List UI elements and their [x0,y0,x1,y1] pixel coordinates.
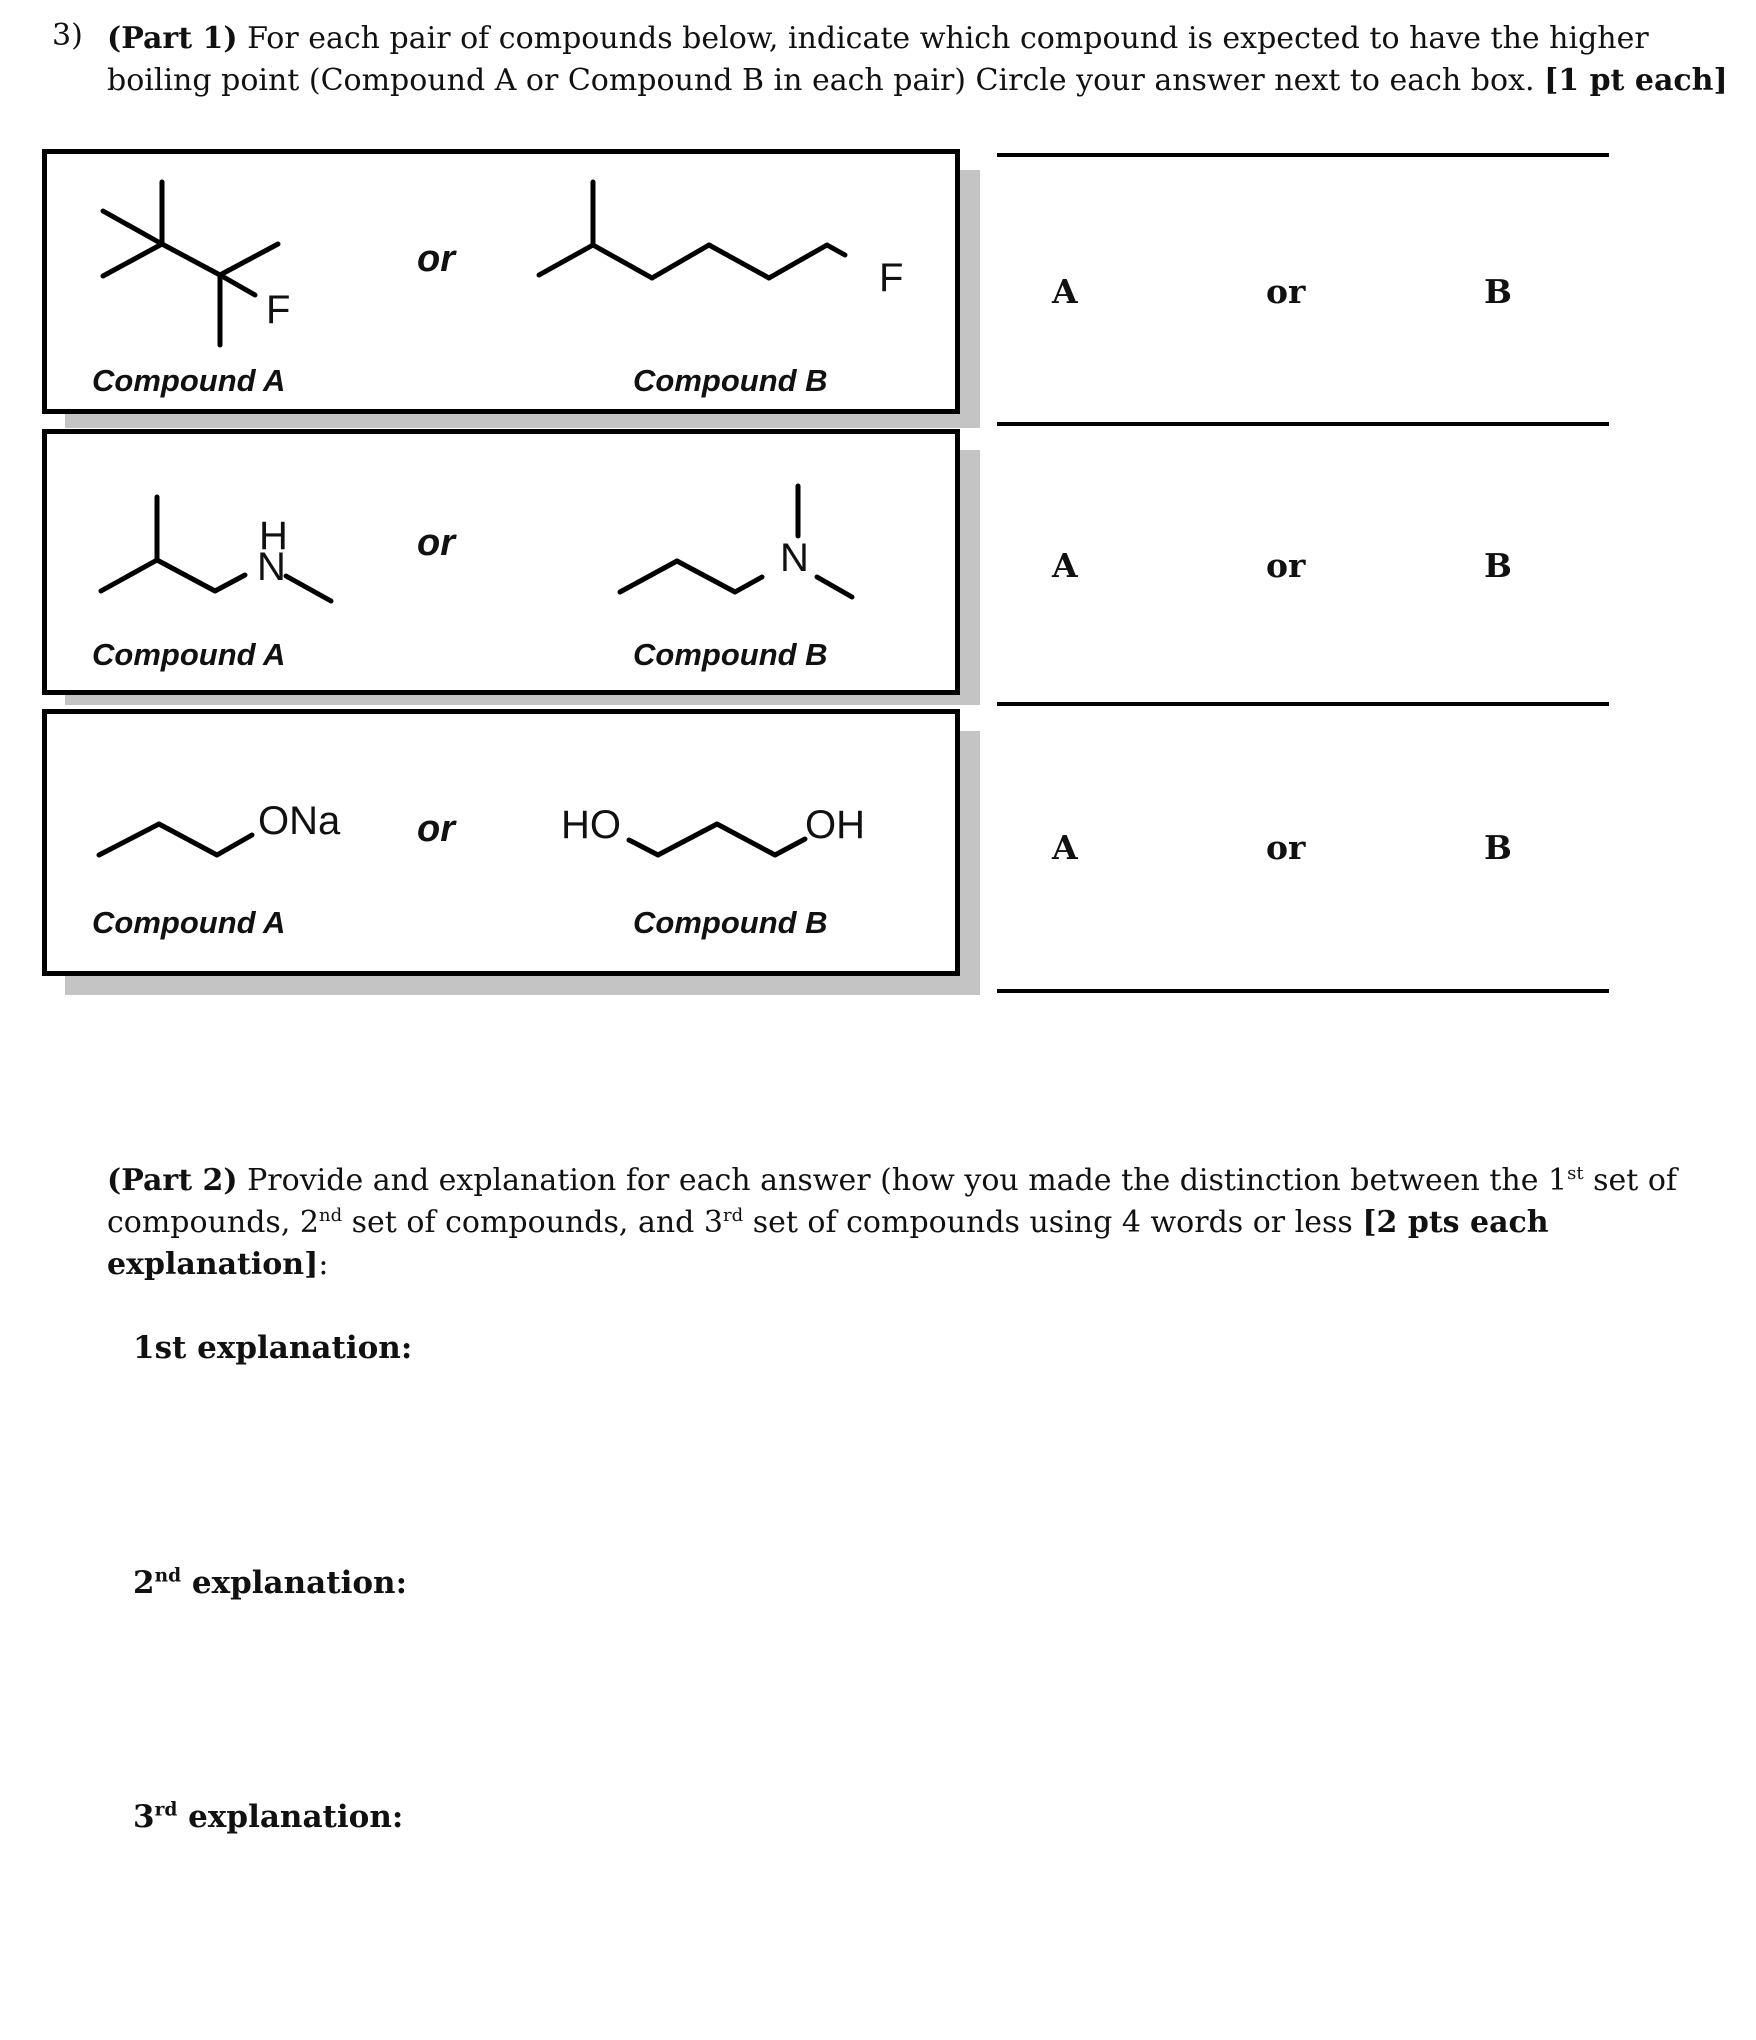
bond [652,245,709,278]
part2-colon: : [318,1247,329,1282]
bond [658,824,717,855]
answer-rule [997,989,1609,993]
superscript: st [1567,1163,1584,1184]
explanation-label-text: explanation: [181,1565,408,1601]
part2-points: [2 pts each explanation] [107,1205,1549,1282]
answer-choice-b-1[interactable]: B [1484,272,1512,311]
atom-label: H [259,514,288,558]
explanation-2-label [133,1565,407,1601]
bond [101,560,157,591]
part1-instructions [107,18,1737,102]
compound-b-label: Compound B [633,637,828,672]
bond [159,824,217,855]
compound-a-label: Compound A [92,363,286,398]
part1-text: For each pair of compounds below, indicate which compound is expected to have the higher boiling point (Compound A or Compound B in each pair) Circle your answer next to each box. [107,21,1649,98]
answer-choice-a-2[interactable]: A [1052,546,1078,585]
or-label: or [417,238,455,280]
bond [103,244,162,276]
answer-or-3: or [1266,828,1306,867]
answer-rule [997,702,1609,706]
part2-text: Provide and explanation for each answer (how you made the distinction between the 1 [247,1163,1568,1198]
atom-label: F [266,288,291,332]
atom-label: HO [561,803,621,847]
atom-label: OH [805,803,865,847]
bond [99,824,159,855]
question-number: 3) [52,18,83,53]
bond [817,577,852,597]
compound-b-label: Compound B [633,363,828,398]
part2-text: set of compounds, 2 [107,1163,1678,1240]
bond [620,561,677,592]
compound-pair-box-3 [42,709,960,976]
answer-choice-b-3[interactable]: B [1484,828,1512,867]
compound-a-label: Compound A [92,905,286,940]
explanation-num: 2 [133,1565,155,1601]
explanation-num: 1st [133,1330,187,1366]
explanation-label-text: explanation: [186,1330,413,1366]
bond [220,275,255,295]
part1-label: (Part 1) [107,21,238,56]
explanation-1-label [133,1330,412,1366]
bond [539,245,593,275]
answer-choice-b-2[interactable]: B [1484,546,1512,585]
atom-label: ONa [258,799,341,843]
bond [103,211,162,244]
compound-b-label: Compound B [633,905,828,940]
bond [769,245,827,278]
bond [215,575,245,591]
bond [217,835,252,855]
bond [735,577,762,592]
bond [157,560,215,591]
answer-or-1: or [1266,272,1306,311]
bond [593,245,652,278]
bond [220,244,278,275]
part2-instructions [107,1160,1737,1286]
bond [162,244,220,275]
superscript: nd [154,1565,182,1587]
bond [709,245,769,278]
part2-text: set of compounds using 4 words or less [743,1205,1353,1240]
bond [677,561,735,592]
answer-rule [997,422,1609,426]
explanation-3-label [133,1799,403,1835]
compound-a-label: Compound A [92,637,286,672]
compound-pair-box-1 [42,149,960,414]
superscript: nd [318,1205,343,1226]
bond [717,824,775,855]
explanation-num: 3 [133,1799,155,1835]
atom-label: N [780,536,809,580]
atom-label: N [257,545,286,589]
bond [775,839,805,855]
bond [286,576,331,601]
compound-pair-box-2 [42,429,960,695]
atom-label: F [879,256,904,300]
answer-rule [997,153,1609,157]
superscript: rd [723,1205,744,1226]
answer-or-2: or [1266,546,1306,585]
answer-choice-a-3[interactable]: A [1052,828,1078,867]
explanation-label-text: explanation: [177,1799,404,1835]
superscript: rd [154,1799,178,1821]
bond [827,245,845,255]
answer-choice-a-1[interactable]: A [1052,272,1078,311]
part2-label: (Part 2) [107,1163,238,1198]
part1-points: [1 pt each] [1544,63,1728,98]
or-label: or [417,808,455,850]
bond [629,840,658,855]
part2-text: set of compounds, and 3 [342,1205,724,1240]
or-label: or [417,522,455,564]
